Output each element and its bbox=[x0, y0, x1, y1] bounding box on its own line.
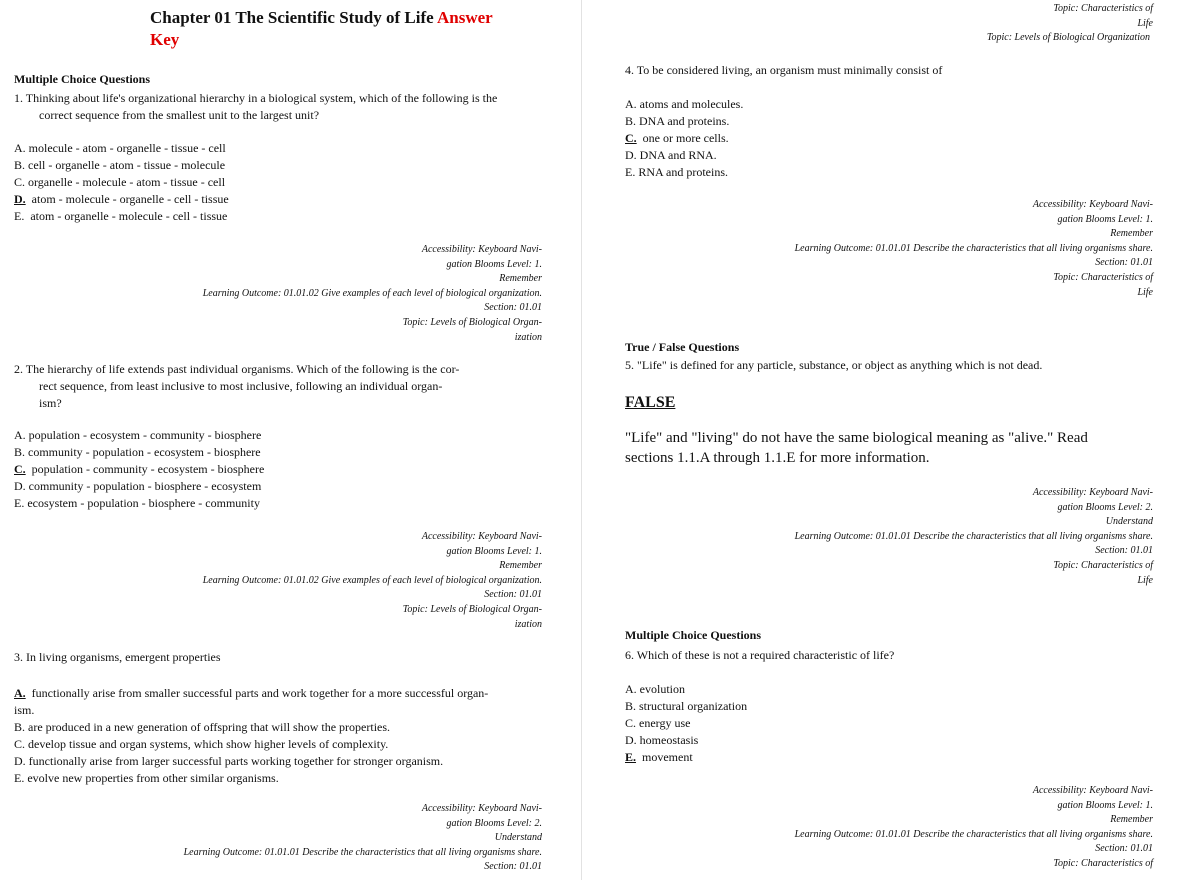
meta-line: Section: 01.01 bbox=[484, 861, 542, 873]
question-1-metadata bbox=[203, 243, 542, 345]
option-letter: A. bbox=[14, 141, 26, 155]
option-text: ecosystem - population - biosphere - community bbox=[27, 496, 260, 510]
option-a-correct[interactable] bbox=[14, 685, 554, 702]
meta-line: Topic: Characteristics of bbox=[1053, 3, 1153, 14]
option-letter: E. bbox=[14, 496, 25, 510]
question-6-text: 6. Which of these is not a required characteristic of life? bbox=[625, 648, 895, 662]
title-main: Chapter 01 The Scientific Study of Life bbox=[150, 8, 434, 27]
option-a-continued: ism. bbox=[14, 703, 35, 717]
correct-answer-letter: C. bbox=[625, 131, 637, 145]
correct-answer-false: FALSE bbox=[625, 394, 676, 411]
meta-line: Remember bbox=[1110, 228, 1153, 240]
option-a[interactable] bbox=[625, 96, 743, 113]
option-text: community - population - ecosystem - biosphere bbox=[28, 445, 261, 459]
option-text: one or more cells. bbox=[642, 131, 729, 145]
meta-line: ization bbox=[514, 618, 542, 630]
option-letter: A. bbox=[625, 97, 637, 111]
option-a[interactable] bbox=[14, 427, 264, 444]
option-e-correct[interactable] bbox=[625, 749, 747, 766]
meta-line: Remember bbox=[1110, 814, 1153, 826]
answer-explanation bbox=[625, 429, 1088, 468]
option-e[interactable] bbox=[14, 495, 264, 512]
meta-line: Section: 01.01 bbox=[484, 589, 542, 601]
meta-line: Topic: Characteristics of bbox=[1053, 857, 1153, 869]
explanation-line: sections 1.1.A through 1.1.E for more information. bbox=[625, 449, 930, 466]
meta-line: Learning Outcome: 01.01.02 Give examples of each level of biological organization. bbox=[202, 574, 542, 586]
option-text: population - community - ecosystem - biosphere bbox=[31, 462, 265, 476]
option-letter: E. bbox=[14, 771, 25, 785]
question-4-text: 4. To be considered living, an organism must minimally consist of bbox=[625, 63, 943, 77]
meta-line: Understand bbox=[1105, 516, 1153, 528]
option-d[interactable] bbox=[14, 753, 554, 770]
option-b[interactable] bbox=[625, 698, 747, 715]
meta-line: Understand bbox=[494, 832, 542, 844]
option-e[interactable] bbox=[14, 208, 229, 225]
left-column bbox=[0, 0, 581, 880]
page-title bbox=[150, 7, 550, 50]
option-text: atoms and molecules. bbox=[639, 97, 744, 111]
meta-line: Section: 01.01 bbox=[1095, 545, 1153, 557]
question-3-metadata bbox=[184, 802, 542, 875]
meta-line: Accessibility: Keyboard Navi- bbox=[421, 531, 542, 542]
option-letter: D. bbox=[14, 479, 26, 493]
meta-line: Section: 01.01 bbox=[1095, 843, 1153, 855]
correct-answer-letter: E. bbox=[625, 750, 637, 764]
option-c-correct[interactable] bbox=[14, 461, 264, 478]
meta-line: Learning Outcome: 01.01.02 Give examples of each level of biological organization. bbox=[202, 287, 542, 299]
option-d[interactable] bbox=[625, 147, 743, 164]
option-letter: A. bbox=[14, 428, 26, 442]
option-text: RNA and proteins. bbox=[638, 165, 729, 179]
meta-line: Topic: Levels of Biological Organ- bbox=[402, 603, 542, 615]
option-e[interactable] bbox=[625, 164, 743, 181]
correct-answer-letter: C. bbox=[14, 462, 26, 476]
meta-line: Learning Outcome: 01.01.01 Describe the characteristics that all living organisms share. bbox=[794, 828, 1153, 840]
option-text: population - ecosystem - community - biosphere bbox=[28, 428, 262, 442]
section-heading-mc-2: Multiple Choice Questions bbox=[625, 628, 762, 642]
option-letter: E. bbox=[14, 209, 25, 223]
option-text: atom - molecule - organelle - cell - tissue bbox=[31, 192, 229, 206]
meta-line: Section: 01.01 bbox=[484, 302, 542, 314]
meta-line: gation Blooms Level: 2. bbox=[446, 817, 542, 829]
option-text: functionally arise from smaller successful parts and work together for a more successful organ- bbox=[31, 686, 489, 700]
option-letter: B. bbox=[14, 445, 26, 459]
option-d-correct[interactable] bbox=[14, 191, 229, 208]
meta-line: Accessibility: Keyboard Navi- bbox=[421, 803, 542, 814]
option-b[interactable] bbox=[14, 719, 554, 736]
question-1-text-line: correct sequence from the smallest unit to the largest unit? bbox=[39, 108, 320, 122]
option-b[interactable] bbox=[14, 444, 264, 461]
option-a[interactable] bbox=[14, 140, 229, 157]
option-b[interactable] bbox=[14, 157, 229, 174]
meta-line: Topic: Characteristics of bbox=[1053, 271, 1153, 283]
question-3-options bbox=[14, 685, 554, 787]
option-e[interactable] bbox=[14, 770, 554, 787]
meta-line: Accessibility: Keyboard Navi- bbox=[1032, 487, 1153, 498]
option-letter: B. bbox=[14, 720, 26, 734]
meta-line: Topic: Characteristics of bbox=[1053, 559, 1153, 571]
question-1 bbox=[14, 90, 554, 124]
option-text: evolve new properties from other similar organisms. bbox=[27, 771, 279, 785]
question-1-text-line: 1. Thinking about life's organizational hierarchy in a biological system, which of the following is the bbox=[14, 91, 498, 105]
option-letter: D. bbox=[14, 754, 26, 768]
question-2-metadata bbox=[203, 530, 542, 632]
meta-line: gation Blooms Level: 1. bbox=[446, 545, 542, 557]
option-letter: D. bbox=[625, 148, 637, 162]
title-suffix-2: Key bbox=[150, 29, 180, 49]
section-heading-tf: True / False Questions bbox=[625, 340, 740, 354]
option-c[interactable] bbox=[14, 736, 554, 753]
option-b[interactable] bbox=[625, 113, 743, 130]
option-text: functionally arise from larger successful parts working together for stronger organism. bbox=[28, 754, 444, 768]
question-6-metadata bbox=[795, 784, 1153, 872]
option-letter: A. bbox=[625, 682, 637, 696]
question-6-options bbox=[625, 681, 747, 766]
option-text: DNA and RNA. bbox=[639, 148, 717, 162]
meta-line: Life bbox=[1137, 574, 1153, 586]
option-c[interactable] bbox=[625, 715, 747, 732]
meta-line: Life bbox=[1137, 17, 1153, 29]
option-letter: B. bbox=[625, 114, 637, 128]
question-2-options bbox=[14, 427, 264, 512]
option-text: movement bbox=[642, 750, 693, 764]
option-d[interactable] bbox=[625, 732, 747, 749]
meta-line: Accessibility: Keyboard Navi- bbox=[1032, 199, 1153, 210]
option-text: atom - organelle - molecule - cell - tissue bbox=[30, 209, 228, 223]
option-text: energy use bbox=[639, 716, 691, 730]
meta-line: ization bbox=[514, 331, 542, 343]
meta-line: gation Blooms Level: 1. bbox=[1057, 799, 1153, 811]
option-text: evolution bbox=[639, 682, 685, 696]
question-2-text-line: rect sequence, from least inclusive to most inclusive, following an individual organ- bbox=[39, 379, 443, 393]
question-2-text-line: 2. The hierarchy of life extends past individual organisms. Which of the following is the cor- bbox=[14, 362, 460, 376]
option-text: are produced in a new generation of offspring that will show the properties. bbox=[28, 720, 391, 734]
option-d[interactable] bbox=[14, 478, 264, 495]
option-a[interactable] bbox=[625, 681, 747, 698]
correct-answer-letter: A. bbox=[14, 686, 26, 700]
question-2 bbox=[14, 361, 554, 412]
option-text: cell - organelle - atom - tissue - molecule bbox=[28, 158, 226, 172]
question-5-metadata bbox=[795, 486, 1153, 588]
question-4-metadata bbox=[795, 198, 1153, 300]
question-2-text-line: ism? bbox=[39, 396, 62, 410]
meta-line: gation Blooms Level: 2. bbox=[1057, 501, 1153, 513]
question-4-options bbox=[625, 96, 743, 181]
correct-answer-letter: D. bbox=[14, 192, 26, 206]
right-column bbox=[582, 0, 1178, 880]
option-letter: E. bbox=[625, 165, 636, 179]
option-text: community - population - biosphere - ecosystem bbox=[28, 479, 262, 493]
option-text: molecule - atom - organelle - tissue - cell bbox=[28, 141, 226, 155]
option-letter: B. bbox=[625, 699, 637, 713]
option-c[interactable] bbox=[14, 174, 229, 191]
option-letter: C. bbox=[14, 175, 26, 189]
meta-line: Accessibility: Keyboard Navi- bbox=[1032, 785, 1153, 796]
meta-line: Remember bbox=[499, 273, 542, 285]
question-3-text: 3. In living organisms, emergent properties bbox=[14, 650, 221, 664]
meta-line: Section: 01.01 bbox=[1095, 257, 1153, 269]
option-text: organelle - molecule - atom - tissue - cell bbox=[28, 175, 226, 189]
meta-line: Topic: Levels of Biological Organization bbox=[986, 32, 1150, 44]
meta-line: Learning Outcome: 01.01.01 Describe the characteristics that all living organisms share. bbox=[794, 530, 1153, 542]
top-metadata bbox=[987, 2, 1153, 46]
explanation-line: "Life" and "living" do not have the same biological meaning as "alive." Read bbox=[625, 430, 1088, 446]
section-heading-mc: Multiple Choice Questions bbox=[14, 72, 151, 86]
option-letter: C. bbox=[14, 737, 26, 751]
option-text: homeostasis bbox=[639, 733, 699, 747]
option-letter: B. bbox=[14, 158, 26, 172]
question-5-text: 5. "Life" is defined for any particle, substance, or object as anything which is not dead. bbox=[625, 358, 1043, 372]
option-letter: D. bbox=[625, 733, 637, 747]
meta-line: Learning Outcome: 01.01.01 Describe the characteristics that all living organisms share. bbox=[794, 242, 1153, 254]
option-letter: C. bbox=[625, 716, 637, 730]
option-c-correct[interactable] bbox=[625, 130, 743, 147]
meta-line: Learning Outcome: 01.01.01 Describe the characteristics that all living organisms share. bbox=[183, 846, 542, 858]
title-suffix: Answer bbox=[436, 8, 493, 27]
question-1-options bbox=[14, 140, 229, 225]
meta-line: gation Blooms Level: 1. bbox=[1057, 213, 1153, 225]
option-text: develop tissue and organ systems, which show higher levels of complexity. bbox=[28, 737, 389, 751]
meta-line: Remember bbox=[499, 560, 542, 572]
meta-line: gation Blooms Level: 1. bbox=[446, 258, 542, 270]
option-text: structural organization bbox=[639, 699, 748, 713]
meta-line: Topic: Levels of Biological Organ- bbox=[402, 316, 542, 328]
option-text: DNA and proteins. bbox=[639, 114, 730, 128]
meta-line: Accessibility: Keyboard Navi- bbox=[421, 244, 542, 255]
meta-line: Life bbox=[1137, 286, 1153, 298]
